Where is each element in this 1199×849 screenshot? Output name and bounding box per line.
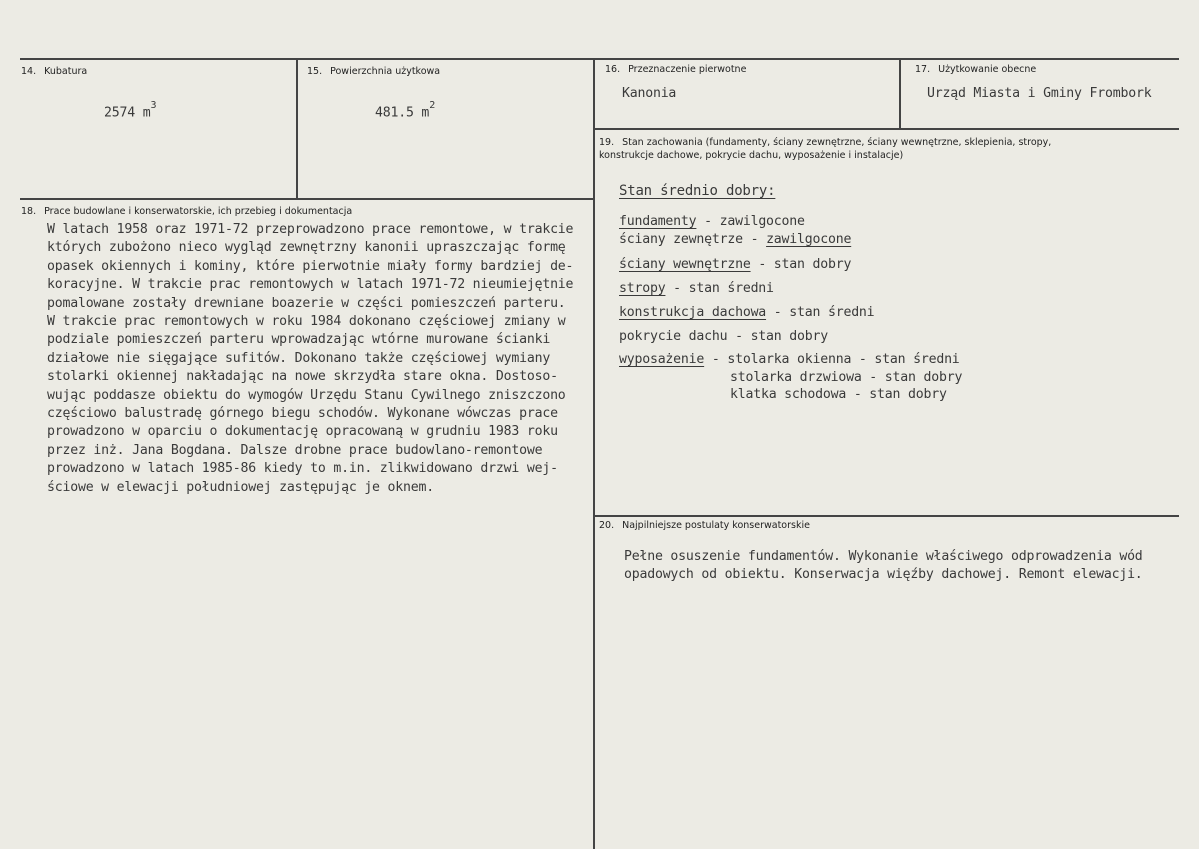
f19-bottom-rule bbox=[593, 515, 1179, 517]
field-17-value: Urząd Miasta i Gminy Frombork bbox=[927, 86, 1152, 101]
text-line: W latach 1958 oraz 1971-72 przeprowadzono prace remontowe, w trakcie bbox=[47, 222, 574, 237]
condition-item: stropy - stan średni bbox=[619, 281, 774, 296]
text-line: działowe nie sięgające sufitów. Dokonano także częściowej wymiany bbox=[47, 350, 551, 366]
row1-bottom-rule-right bbox=[593, 128, 1179, 130]
field-15-value: 481.5 $m^2$ bbox=[375, 100, 436, 121]
text-line: przez inż. Jana Bogdana. Dalsze drobne prace budowlano-remontowe bbox=[47, 442, 543, 458]
text-line: Pełne osuszenie fundamentów. Wykonanie właściwego odprowadzenia wód bbox=[624, 549, 1143, 564]
condition-subitem: klatka schodowa - stan dobry bbox=[730, 387, 947, 402]
text-line: stolarki okiennej nakładając na nowe skrzydła stare okna. Dostoso- bbox=[47, 369, 558, 385]
field-16-label: 16. Przeznaczenie pierwotne bbox=[605, 64, 747, 75]
unit-exponent: 3 bbox=[150, 100, 157, 111]
field-17-label: 17. Użytkowanie obecne bbox=[915, 64, 1037, 75]
text-line: opasek okiennych i kominy, które pierwotnie miały formy bardziej de- bbox=[47, 258, 574, 274]
field-19-label: 19. Stan zachowania (fundamenty, ściany zewnętrzne, ściany wewnętrzne, sklepienia, stropy, konstrukcje dachowe, pokrycie dachu, wyposażenie i instalacje) bbox=[599, 137, 1052, 161]
divider-14-15 bbox=[296, 58, 298, 198]
text-line: których zubożono nieco wygląd zewnętrzny kanonii upraszczając formę bbox=[47, 240, 566, 256]
divider-16-17 bbox=[899, 58, 901, 128]
condition-item: ściany wewnętrzne - stan dobry bbox=[619, 257, 852, 272]
condition-item: fundamenty - zawilgocone bbox=[619, 214, 805, 229]
condition-item: wyposażenie - stolarka okienna - stan średni bbox=[619, 352, 960, 367]
field-19-heading: Stan średnio dobry: bbox=[619, 183, 776, 199]
field-14-label: 14. Kubatura bbox=[21, 66, 88, 77]
condition-subitem: stolarka drzwiowa - stan dobry bbox=[730, 370, 963, 385]
text-line: wując poddasze obiektu do wymogów Urzędu Stanu Cywilnego zniszczono bbox=[47, 387, 566, 403]
text-line: podziale pomieszczeń parteru wprowadzając wtórne murowane ścianki bbox=[47, 332, 551, 348]
field-15-label: 15. Powierzchnia użytkowa bbox=[307, 66, 441, 77]
text-line: koracyjne. W trakcie prac remontowych w latach 1971-72 nieumiejętnie bbox=[47, 277, 574, 293]
field-20-label: 20. Najpilniejsze postulaty konserwatorskie bbox=[599, 520, 810, 531]
text-line: opadowych od obiektu. Konserwacja więźby dachowej. Remont elewacji. bbox=[624, 567, 1143, 583]
text-line: prowadzono w oparciu o dokumentację opracowaną w grudniu 1983 roku bbox=[47, 424, 558, 440]
top-rule bbox=[20, 58, 1179, 60]
field-14-value: 2574 $m^3$ bbox=[104, 100, 157, 121]
text-line: ściowe w elewacji południowej zastępując je oknem. bbox=[47, 479, 434, 495]
condition-item: konstrukcja dachowa - stan średni bbox=[619, 305, 875, 320]
row1-bottom-rule-left bbox=[20, 198, 593, 200]
field-18-label: 18. Prace budowlane i konserwatorskie, ich przebieg i dokumentacja bbox=[21, 206, 353, 217]
field-18-text bbox=[47, 221, 573, 497]
text-line: częściowo balustradę górnego biegu schodów. Wykonane wówczas prace bbox=[47, 406, 558, 422]
condition-item: ściany zewnętrze - zawilgocone bbox=[619, 232, 852, 247]
condition-item: pokrycie dachu - stan dobry bbox=[619, 329, 828, 344]
text-line: W trakcie prac remontowych w roku 1984 dokonano częściowej zmiany w bbox=[47, 314, 566, 330]
center-divider bbox=[593, 58, 595, 849]
text-line: pomalowane zostały drewniane boazerie w części pomieszczeń parteru. bbox=[47, 295, 566, 311]
field-20-text bbox=[624, 548, 1143, 585]
field-16-value: Kanonia bbox=[622, 86, 677, 101]
unit-exponent: 2 bbox=[429, 100, 436, 111]
text-line: prowadzono w latach 1985-86 kiedy to m.in. zlikwidowano drzwi wej- bbox=[47, 461, 558, 477]
